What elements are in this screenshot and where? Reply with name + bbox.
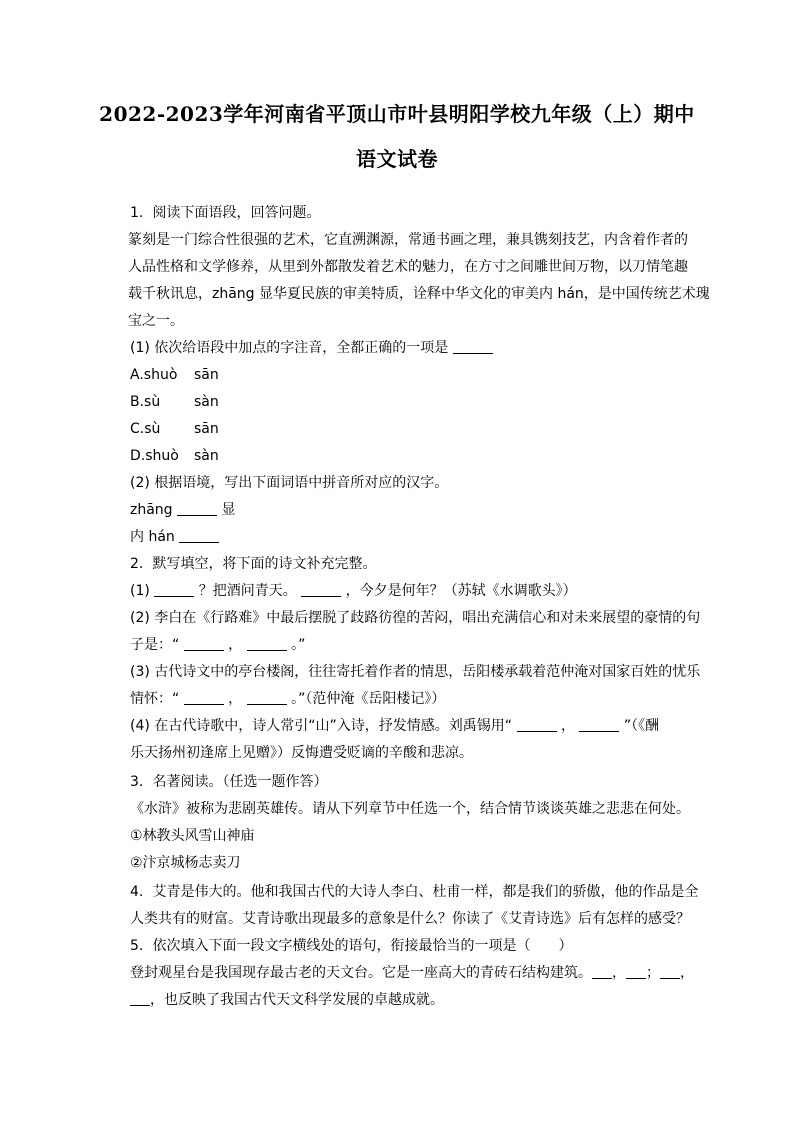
answer-blank[interactable]	[184, 690, 224, 705]
answer-blank[interactable]	[154, 582, 194, 597]
q2-text: 。”（范仲淹《岳阳楼记》）	[291, 691, 446, 707]
q5-number: 5.	[130, 938, 144, 954]
q5-text: ，	[680, 965, 694, 981]
option-label: C.sù	[130, 421, 161, 437]
q1-passage-line-4: 宝之一。	[128, 313, 184, 329]
q2-line-4a	[130, 716, 690, 736]
option-label: A.shuò	[130, 367, 178, 383]
answer-blank[interactable]	[517, 717, 557, 732]
answer-blank[interactable]	[592, 964, 612, 979]
q1-sub1	[130, 338, 690, 358]
q4-line-1	[130, 882, 699, 902]
q2-text: 子是：“	[130, 637, 180, 653]
q1-sub1-text: (1) 依次给语段中加点的字注音，全都正确的一项是	[130, 340, 449, 356]
q1-passage-line-2: 人品性格和文学修养，从里到外都散发着艺术的魅力，在方寸之间雕世间万物，以刀情笔趣	[128, 259, 688, 275]
q3-item-2: ②汴京城杨志卖刀	[130, 855, 241, 871]
q3-body: 《水浒》被称为悲剧英雄传。请从下列章节中任选一个，结合情节谈谈英雄之悲悲在何处。	[130, 801, 690, 817]
answer-blank[interactable]	[247, 690, 287, 705]
q2-number: 2.	[130, 556, 144, 572]
q2-line-3b	[130, 689, 690, 709]
q2-text: ，	[228, 691, 243, 707]
q4-line-2: 人类共有的财富。艾青诗歌出现最多的意象是什么？你读了《艾青诗选》后有怎样的感受？	[130, 911, 690, 927]
option-label: D.shuò	[130, 448, 179, 464]
q1-passage-line-3: 载千秋讯息，zhāng 显华夏民族的审美特质，诠释中华文化的审美内 hán，是中国传统艺术瑰	[128, 286, 710, 302]
q4-text: 艾青是伟大的。他和我国古代的大诗人李白、杜甫一样，都是我们的骄傲，他的作品是全	[152, 884, 699, 900]
q2-text: 。”	[291, 637, 306, 653]
q2-text: ，今夕是何年？（苏轼《水调歌头》）	[345, 583, 577, 599]
q1-fill-2	[130, 527, 690, 547]
q2-line-2a: (2) 李白在《行路难》中最后摆脱了歧路彷徨的苦闷，唱出充满信心和对未来展望的豪情的句	[130, 610, 701, 626]
q1-sub2: (2) 根据语境，写出下面词语中拼音所对应的汉字。	[130, 475, 449, 491]
q5-text: 登封观星台是我国现存最古老的天文台。它是一座高大的青砖石结构建筑。	[130, 965, 592, 981]
answer-blank[interactable]	[660, 964, 680, 979]
fill-suffix: 显	[221, 502, 236, 518]
q2-text: 情怀：“	[130, 691, 180, 707]
q2-text: ？把酒问青天。	[198, 583, 297, 599]
q2-stem-text: 默写填空，将下面的诗文补充完整。	[152, 556, 377, 572]
q2-line-1	[130, 581, 690, 601]
q1-stem	[130, 203, 690, 223]
q5-stem-text: 依次填入下面一段文字横线处的语句，衔接最恰当的一项是（ ）	[152, 938, 573, 954]
q2-line-3a: (3) 古代诗文中的亭台楼阁，往往寄托着作者的情思，岳阳楼承载着范仲淹对国家百姓的忧乐	[130, 664, 701, 680]
q5-text: ，	[612, 965, 626, 981]
answer-blank[interactable]	[247, 636, 287, 651]
q2-sub-number: (1)	[130, 583, 150, 599]
answer-blank[interactable]	[579, 717, 619, 732]
answer-blank[interactable]	[626, 964, 646, 979]
q2-line-4b: 乐天扬州初逢席上见赠》）反悔遭受贬谪的辛酸和悲凉。	[130, 745, 473, 761]
fill-prefix: zhāng	[130, 502, 173, 518]
fill-prefix: 内 hán	[130, 529, 175, 545]
q3-number: 3.	[130, 774, 144, 790]
q1-number: 1.	[130, 205, 144, 221]
answer-blank[interactable]	[179, 528, 219, 543]
option-label: B.sù	[130, 394, 161, 410]
option-pinyin: sān	[194, 367, 219, 383]
q3-stem-text: 名著阅读。（任选一题作答）	[152, 774, 328, 790]
page-title-line-2: 语文试卷	[356, 147, 438, 171]
q1-option-c[interactable]	[130, 419, 690, 439]
option-pinyin: sàn	[194, 394, 219, 410]
q5-line-1	[130, 963, 694, 983]
q1-option-a[interactable]	[130, 365, 690, 385]
q1-option-b[interactable]	[130, 392, 690, 412]
q2-text: ”（《酬	[623, 718, 660, 734]
q2-text: (4) 在古代诗歌中，诗人常引“山”入诗，抒发情感。刘禹锡用“	[130, 718, 513, 734]
q2-stem	[130, 554, 690, 574]
q1-fill-1	[130, 500, 690, 520]
q2-line-2b	[130, 635, 690, 655]
answer-blank[interactable]	[453, 339, 493, 354]
option-pinyin: sàn	[194, 448, 219, 464]
answer-blank[interactable]	[177, 501, 217, 516]
q5-line-2	[130, 990, 690, 1010]
answer-blank[interactable]	[301, 582, 341, 597]
page-title-line-1: 2022-2023学年河南省平顶山市叶县明阳学校九年级（上）期中	[99, 102, 695, 126]
q5-stem	[130, 936, 690, 956]
q3-stem	[130, 772, 690, 792]
option-pinyin: sān	[194, 421, 219, 437]
q3-item-1: ①林教头风雪山神庙	[130, 828, 255, 844]
q5-text: ，也反映了我国古代天文科学发展的卓越成就。	[150, 992, 444, 1008]
q1-option-d[interactable]	[130, 446, 690, 466]
q2-text: ，	[228, 637, 243, 653]
q2-text: ，	[560, 718, 575, 734]
q4-number: 4.	[130, 884, 144, 900]
answer-blank[interactable]	[130, 991, 150, 1006]
q1-passage-line-1: 篆刻是一门综合性很强的艺术，它直溯渊源，常通书画之理，兼具镌刻技艺，内含着作者的	[128, 232, 688, 248]
q1-stem-text: 阅读下面语段，回答问题。	[152, 205, 321, 221]
answer-blank[interactable]	[184, 636, 224, 651]
q5-text: ；	[646, 965, 660, 981]
